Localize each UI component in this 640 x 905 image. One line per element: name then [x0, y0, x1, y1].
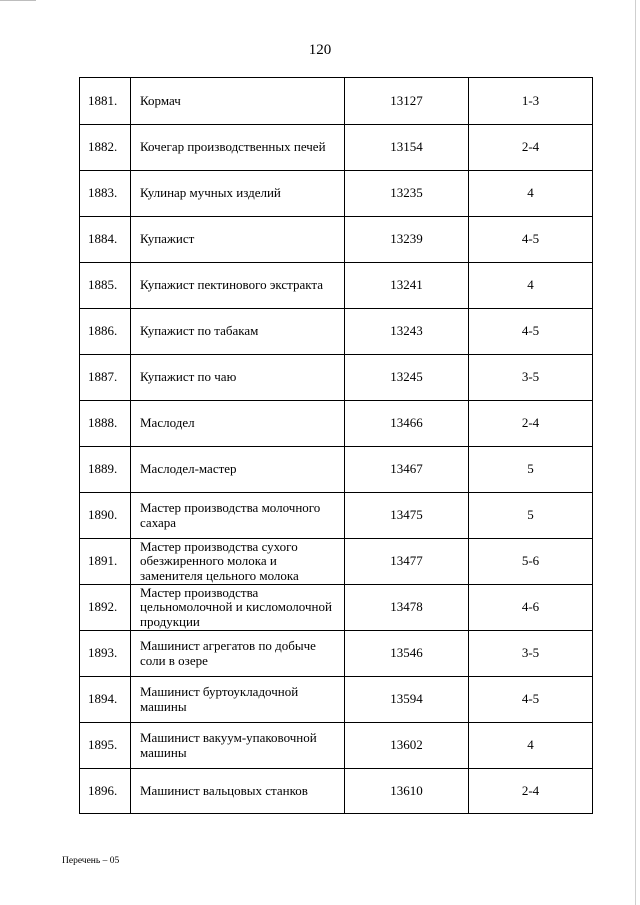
table-row	[80, 539, 593, 585]
row-number: 1890.	[80, 493, 131, 539]
grade-range: 5-6	[469, 539, 593, 585]
profession-code: 13241	[345, 263, 469, 309]
profession-code: 13610	[345, 769, 469, 814]
table-row	[80, 125, 593, 171]
profession-name: Маслодел	[131, 401, 345, 447]
profession-name: Купажист пектинового экстракта	[131, 263, 345, 309]
grade-range: 4-5	[469, 309, 593, 355]
profession-name: Машинист вакуум-упаковочной машины	[131, 723, 345, 769]
row-number: 1889.	[80, 447, 131, 493]
row-number: 1882.	[80, 125, 131, 171]
row-number: 1894.	[80, 677, 131, 723]
table-row	[80, 585, 593, 631]
table-body	[80, 78, 593, 814]
profession-code: 13466	[345, 401, 469, 447]
profession-code: 13602	[345, 723, 469, 769]
table-row	[80, 677, 593, 723]
profession-code: 13467	[345, 447, 469, 493]
grade-range: 4	[469, 263, 593, 309]
table-row	[80, 723, 593, 769]
profession-code: 13239	[345, 217, 469, 263]
row-number: 1881.	[80, 78, 131, 125]
profession-code: 13546	[345, 631, 469, 677]
table-row	[80, 263, 593, 309]
row-number: 1885.	[80, 263, 131, 309]
profession-name: Машинист буртоукладочной машины	[131, 677, 345, 723]
profession-table	[79, 77, 593, 814]
table-row	[80, 171, 593, 217]
row-number: 1891.	[80, 539, 131, 585]
grade-range: 2-4	[469, 401, 593, 447]
scan-border-top	[0, 0, 36, 1]
row-number: 1884.	[80, 217, 131, 263]
profession-code: 13478	[345, 585, 469, 631]
table-row	[80, 769, 593, 814]
scan-border-right	[635, 0, 636, 905]
grade-range: 2-4	[469, 125, 593, 171]
table-row	[80, 78, 593, 125]
page-number: 120	[308, 42, 332, 58]
profession-code: 13594	[345, 677, 469, 723]
row-number: 1893.	[80, 631, 131, 677]
row-number: 1888.	[80, 401, 131, 447]
profession-name: Машинист агрегатов по добыче соли в озере	[131, 631, 345, 677]
grade-range: 1-3	[469, 78, 593, 125]
profession-code: 13475	[345, 493, 469, 539]
profession-name: Кормач	[131, 78, 345, 125]
profession-code: 13154	[345, 125, 469, 171]
profession-name: Мастер производства молочного сахара	[131, 493, 345, 539]
grade-range: 2-4	[469, 769, 593, 814]
grade-range: 4	[469, 171, 593, 217]
table-row	[80, 401, 593, 447]
profession-name: Купажист по чаю	[131, 355, 345, 401]
profession-name: Машинист вальцовых станков	[131, 769, 345, 814]
table-row	[80, 309, 593, 355]
grade-range: 4	[469, 723, 593, 769]
grade-range: 4-6	[469, 585, 593, 631]
profession-code: 13243	[345, 309, 469, 355]
table-row	[80, 355, 593, 401]
profession-name: Мастер производства цельномолочной и кисломолочной продукции	[131, 585, 345, 631]
grade-range: 4-5	[469, 677, 593, 723]
grade-range: 3-5	[469, 631, 593, 677]
profession-name: Кочегар производственных печей	[131, 125, 345, 171]
row-number: 1895.	[80, 723, 131, 769]
profession-code: 13127	[345, 78, 469, 125]
table-row	[80, 631, 593, 677]
profession-code: 13477	[345, 539, 469, 585]
profession-name: Кулинар мучных изделий	[131, 171, 345, 217]
grade-range: 5	[469, 447, 593, 493]
profession-name: Купажист	[131, 217, 345, 263]
table-row	[80, 493, 593, 539]
grade-range: 5	[469, 493, 593, 539]
profession-name: Маслодел-мастер	[131, 447, 345, 493]
document-footer: Перечень – 05	[62, 856, 120, 866]
grade-range: 4-5	[469, 217, 593, 263]
table-row	[80, 217, 593, 263]
row-number: 1892.	[80, 585, 131, 631]
profession-name: Купажист по табакам	[131, 309, 345, 355]
table-row	[80, 447, 593, 493]
row-number: 1886.	[80, 309, 131, 355]
profession-name: Мастер производства сухого обезжиренного молока и заменителя цельного молока	[131, 539, 345, 585]
profession-code: 13235	[345, 171, 469, 217]
row-number: 1883.	[80, 171, 131, 217]
grade-range: 3-5	[469, 355, 593, 401]
row-number: 1896.	[80, 769, 131, 814]
profession-code: 13245	[345, 355, 469, 401]
row-number: 1887.	[80, 355, 131, 401]
